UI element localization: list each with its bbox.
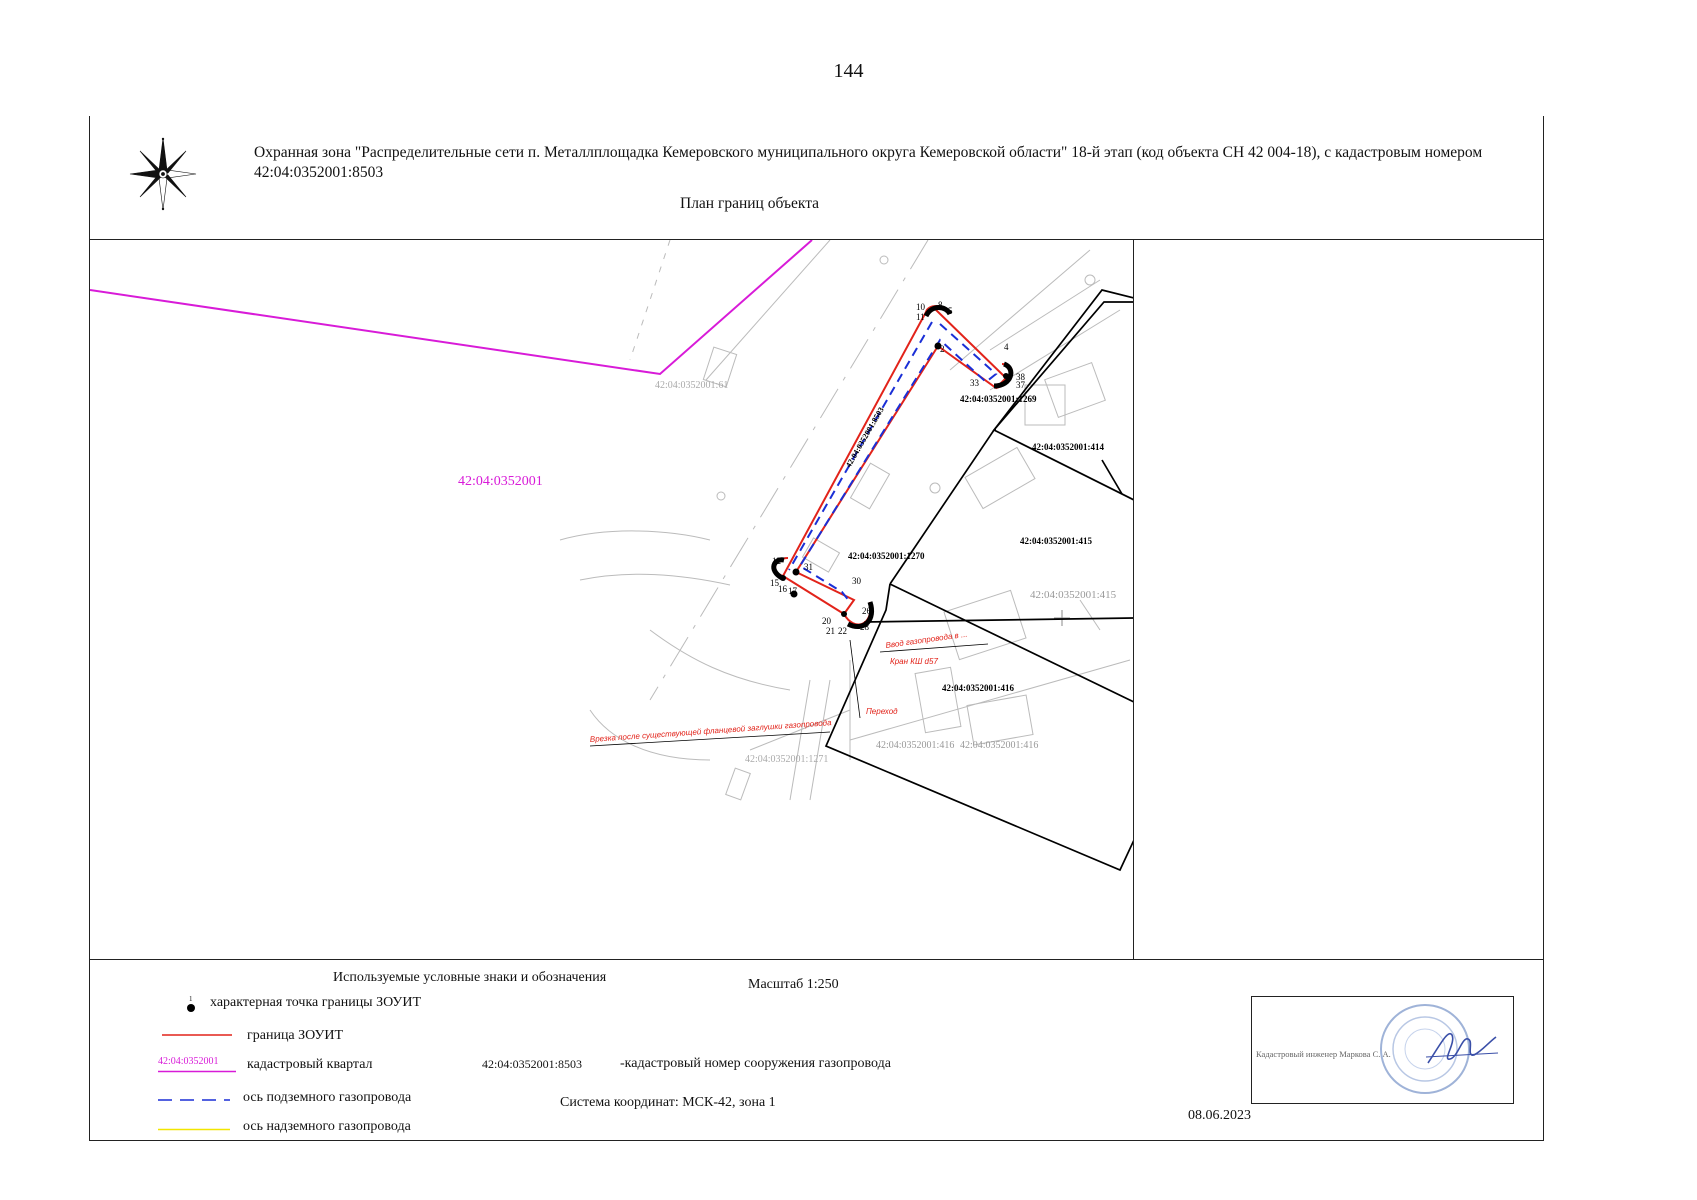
gas-axis-label: 42:04:0352001:8503: [843, 405, 886, 469]
parcel-labels: [458, 380, 1117, 765]
parcel-label-416: 42:04:0352001:416: [942, 683, 1014, 693]
legend-zone-border-label: граница ЗОУИТ: [247, 1028, 344, 1043]
legend-point-label: характерная точка границы ЗОУИТ: [210, 995, 422, 1010]
plan-subtitle: План границ объекта: [680, 195, 820, 212]
cadastral-map: [90, 240, 1134, 959]
parcel-label-1271: 42:04:0352001:1271: [745, 754, 829, 765]
zoiut-border: [775, 306, 1012, 624]
point-label-8: 8: [938, 300, 943, 310]
boundary-point-icon: [185, 1002, 197, 1014]
document-date: 08.06.2023: [1188, 1108, 1251, 1123]
point-label-33: 33: [970, 378, 979, 388]
engineer-signature-box: [1251, 996, 1514, 1104]
legend-underground-label: ось подземного газопровода: [243, 1090, 412, 1105]
point-label-2: 2: [940, 344, 945, 354]
signature-icon: [1422, 1023, 1502, 1073]
point-label-12: 12: [772, 556, 781, 566]
point-label-4: 4: [1004, 342, 1009, 352]
parcel-label-416-gray-b: 42:04:0352001:416: [960, 740, 1039, 751]
quarter-boundary-line: [90, 240, 812, 374]
point-label-5: 5: [948, 306, 953, 316]
legend-object-number: 42:04:0352001:8503: [482, 1057, 583, 1071]
zone-border-symbol: [162, 1033, 232, 1037]
compass-rose-icon: [128, 136, 198, 212]
point-label-26: 26: [862, 606, 871, 616]
engineer-label: Кадастровый инженер Маркова С. А.: [1256, 1049, 1391, 1059]
parcel-label-1269: 42:04:0352001:1269: [960, 394, 1037, 404]
coordinate-system-label: Система координат: МСК-42, зона 1: [560, 1095, 776, 1110]
header: [90, 116, 1543, 240]
point-label-30: 30: [852, 576, 861, 586]
quarter-line-symbol: [158, 1070, 236, 1073]
parcel-label-414: 42:04:0352001:414: [1032, 442, 1104, 452]
parcel-label-61: 42:04:0352001:61: [655, 380, 729, 391]
plan-sheet: [89, 116, 1544, 1141]
parcel-label-415-gray: 42:04:0352001:415: [1030, 589, 1117, 601]
page-number: 144: [833, 60, 864, 82]
point-label-22: 22: [838, 626, 847, 636]
point-label-11: 11: [916, 312, 925, 322]
legend-overground-label: ось надземного газопровода: [243, 1119, 411, 1134]
crossing-annotation: Переход: [866, 707, 898, 716]
point-label-21: 21: [826, 626, 835, 636]
gas-entry-annotation: Ввод газопровода в ...: [885, 629, 969, 650]
base-map-layer: [560, 240, 1130, 800]
scale-label: Масштаб 1:250: [748, 977, 839, 992]
valve-annotation: Кран КШ d57: [890, 657, 938, 666]
point-label-16: 16: [778, 584, 787, 594]
point-label-15: 15: [770, 578, 779, 588]
legend-heading: Используемые условные знаки и обозначения: [333, 970, 607, 985]
parcel-label-1270: 42:04:0352001:1270: [848, 551, 925, 561]
point-label-28: 28: [860, 622, 869, 632]
point-label-20: 20: [822, 616, 831, 626]
parcel-label-416-gray-a: 42:04:0352001:416: [876, 740, 955, 751]
point-label-37: 37: [1016, 380, 1025, 390]
point-label-10: 10: [916, 302, 925, 312]
plan-title: Охранная зона "Распределительные сети п. Металлплощадка Кемеровского муниципального округа Кемеровской области" 18-й этап (код объекта СН 42 004-18), с кадастровым номером 42:04:0352001:8503: [254, 144, 1483, 181]
legend-point-index: 1: [189, 995, 193, 1003]
map-area: [90, 240, 1134, 959]
overground-axis-symbol: [158, 1128, 230, 1131]
parcel-label-415: 42:04:0352001:415: [1020, 536, 1092, 546]
point-label-17: 17: [788, 586, 797, 596]
point-label-38: 38: [1016, 372, 1025, 382]
legend-object-number-label: -кадастровый номер сооружения газопровода: [620, 1056, 891, 1071]
map-annotations: [590, 630, 969, 744]
legend-quarter-sample: 42:04:0352001: [158, 1056, 219, 1067]
point-number-labels: [770, 300, 1026, 636]
legend-quarter-label: кадастровый квартал: [247, 1057, 373, 1072]
legend-area: [90, 959, 1543, 1141]
underground-axis-symbol: [158, 1098, 230, 1102]
tie-in-annotation: Врезка после существующей фланцевой заглушки газопровода: [589, 718, 832, 744]
point-label-31: 31: [804, 562, 813, 572]
quarter-label: 42:04:0352001: [458, 474, 543, 489]
